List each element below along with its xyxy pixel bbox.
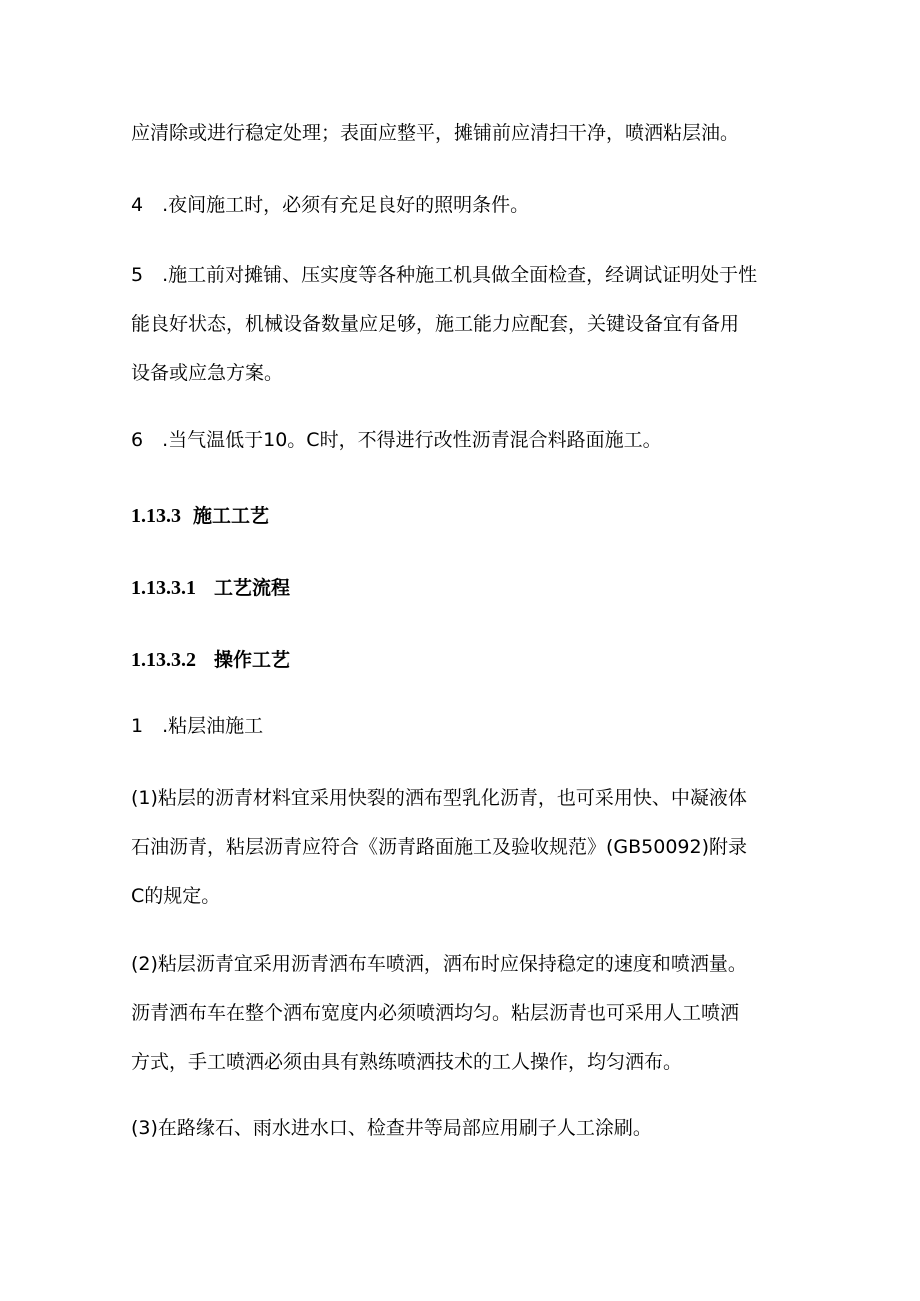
paragraph-tack-coat-material: [131, 774, 791, 921]
paragraph-surface-treatment: [131, 109, 791, 158]
section-title: 工艺流程: [214, 577, 291, 599]
section-number: 1.13.3: [131, 505, 181, 527]
text-line: (2)粘层沥青宜采用沥青洒布车喷洒，洒布时应保持稳定的速度和喷洒量。: [131, 953, 747, 975]
section-heading-1-13-3-2: [131, 645, 290, 675]
text-line: 石油沥青，粘层沥青应符合《沥青路面施工及验收规范》(GB50092)附录: [131, 836, 748, 858]
section-number: 1.13.3.1: [131, 577, 196, 599]
paragraph-tack-coat-spraying: [131, 940, 791, 1087]
item-6-temperature-limit: [131, 416, 791, 465]
text-line: (1)粘层的沥青材料宜采用快裂的洒布型乳化沥青，也可采用快、中凝液体: [131, 787, 747, 809]
item-5-equipment-inspection: [131, 251, 791, 398]
text-line: 方式，手工喷洒必须由具有熟练喷洒技术的工人操作，均匀洒布。: [131, 1051, 683, 1073]
text-line: 设备或应急方案。: [131, 362, 284, 384]
text-line: 6 .当气温低于10。C时，不得进行改性沥青混合料路面施工。: [131, 429, 662, 451]
section-heading-1-13-3: [131, 501, 269, 531]
item-4-night-construction: [131, 181, 791, 230]
paragraph-manual-brushing: [131, 1104, 791, 1153]
section-number: 1.13.3.2: [131, 649, 196, 671]
text-line: 能良好状态，机械设备数量应足够，施工能力应配套，关键设备宜有备用: [131, 313, 740, 335]
text-line: 5 .施工前对摊铺、压实度等各种施工机具做全面检查，经调试证明处于性: [131, 264, 758, 286]
text-line: (3)在路缘石、雨水进水口、检查井等局部应用刷子人工涂刷。: [131, 1117, 652, 1139]
section-title: 施工工艺: [193, 505, 270, 527]
text-line: 1 .粘层油施工: [131, 715, 264, 737]
section-title: 操作工艺: [214, 649, 291, 671]
section-heading-1-13-3-1: [131, 573, 290, 603]
text-line: 4 .夜间施工时，必须有充足良好的照明条件。: [131, 194, 530, 216]
item-1-tack-coat: [131, 702, 791, 751]
text-line: C的规定。: [131, 885, 221, 907]
text-line: 沥青洒布车在整个洒布宽度内必须喷洒均匀。粘层沥青也可采用人工喷洒: [131, 1002, 740, 1024]
text-line: 应清除或进行稳定处理；表面应整平，摊铺前应清扫干净，喷洒粘层油。: [131, 122, 740, 144]
